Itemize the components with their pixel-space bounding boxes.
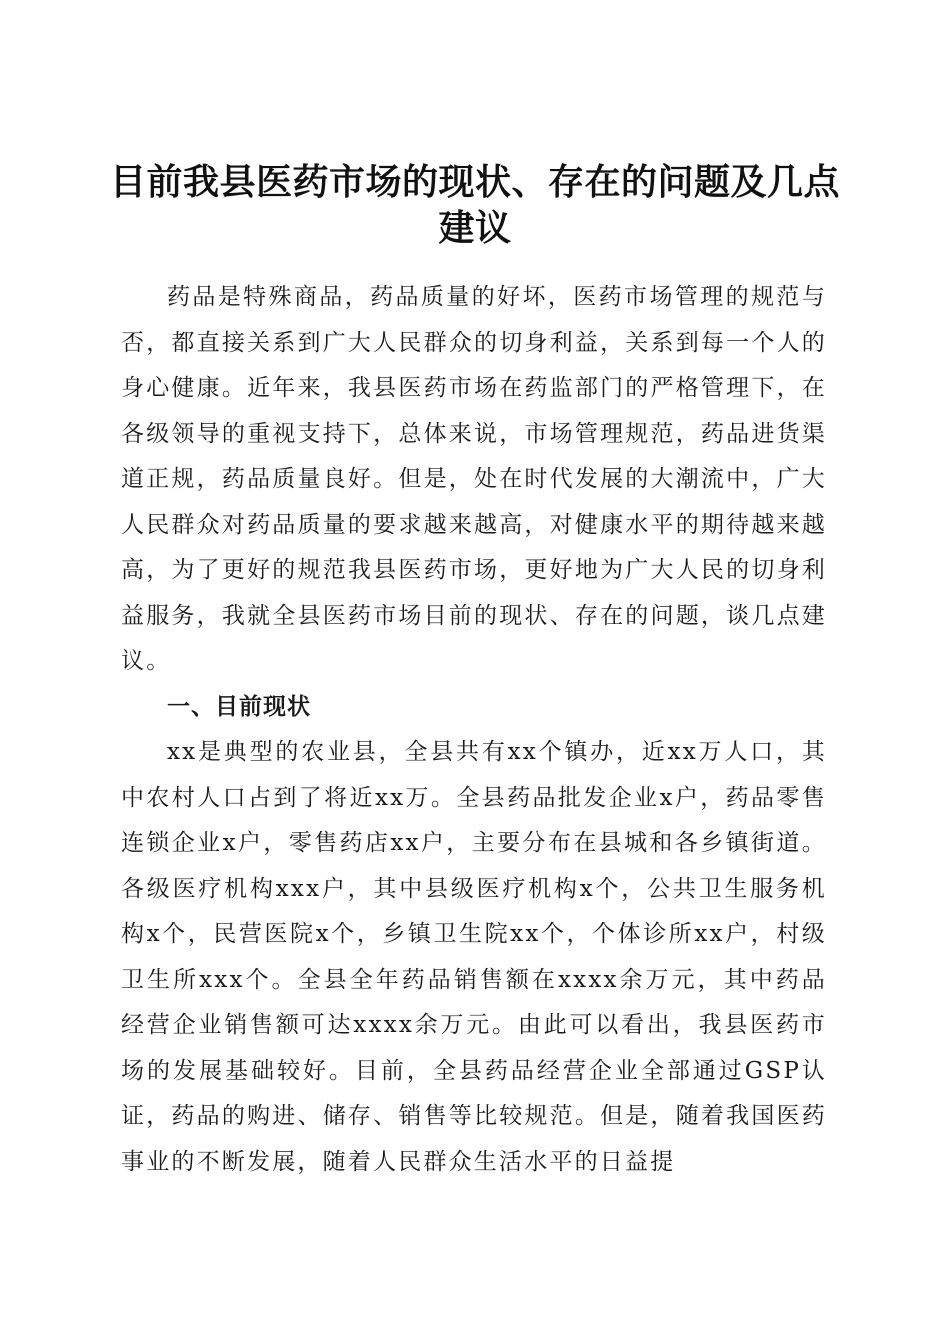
section-paragraph: xx是典型的农业县，全县共有xx个镇办，近xx万人口，其中农村人口占到了将近xx万。全县药品批发企业x户，药品零售连锁企业x户，零售药店xx户，主要分布在县城和各乡镇街道。各级医疗机构xxx户，其中县级医疗机构x个，公共卫生服务机构x个，民营医院x个，乡镇卫生院xx个，个体诊所xx户，村级卫生所xxx个。全县全年药品销售额在xxxx余万元，其中药品经营企业销售额可达xxxx余万元。由此可以看出，我县医药市场的发展基础较好。目前，全县药品经营企业全部通过GSP认证，药品的购进、储存、销售等比较规范。但是，随着我国医药事业的不断发展，随着人民群众生活水平的日益提	[121, 739, 827, 1175]
section-heading-current-status: 一、目前现状	[167, 693, 311, 720]
document-title: 目前我县医药市场的现状、存在的问题及几点建议	[109, 161, 840, 250]
document-body	[121, 275, 827, 1185]
intro-paragraph: 药品是特殊商品，药品质量的好坏，医药市场管理的规范与否，都直接关系到广大人民群众的切身利益，关系到每一个人的身心健康。近年来，我县医药市场在药监部门的严格管理下，在各级领导的重视支持下，总体来说，市场管理规范，药品进货渠道正规，药品质量良好。但是，处在时代发展的大潮流中，广大人民群众对药品质量的要求越来越高，对健康水平的期待越来越高，为了更好的规范我县医药市场，更好地为广大人民的切身利益服务，我就全县医药市场目前的现状、存在的问题，谈几点建议。	[121, 284, 827, 674]
